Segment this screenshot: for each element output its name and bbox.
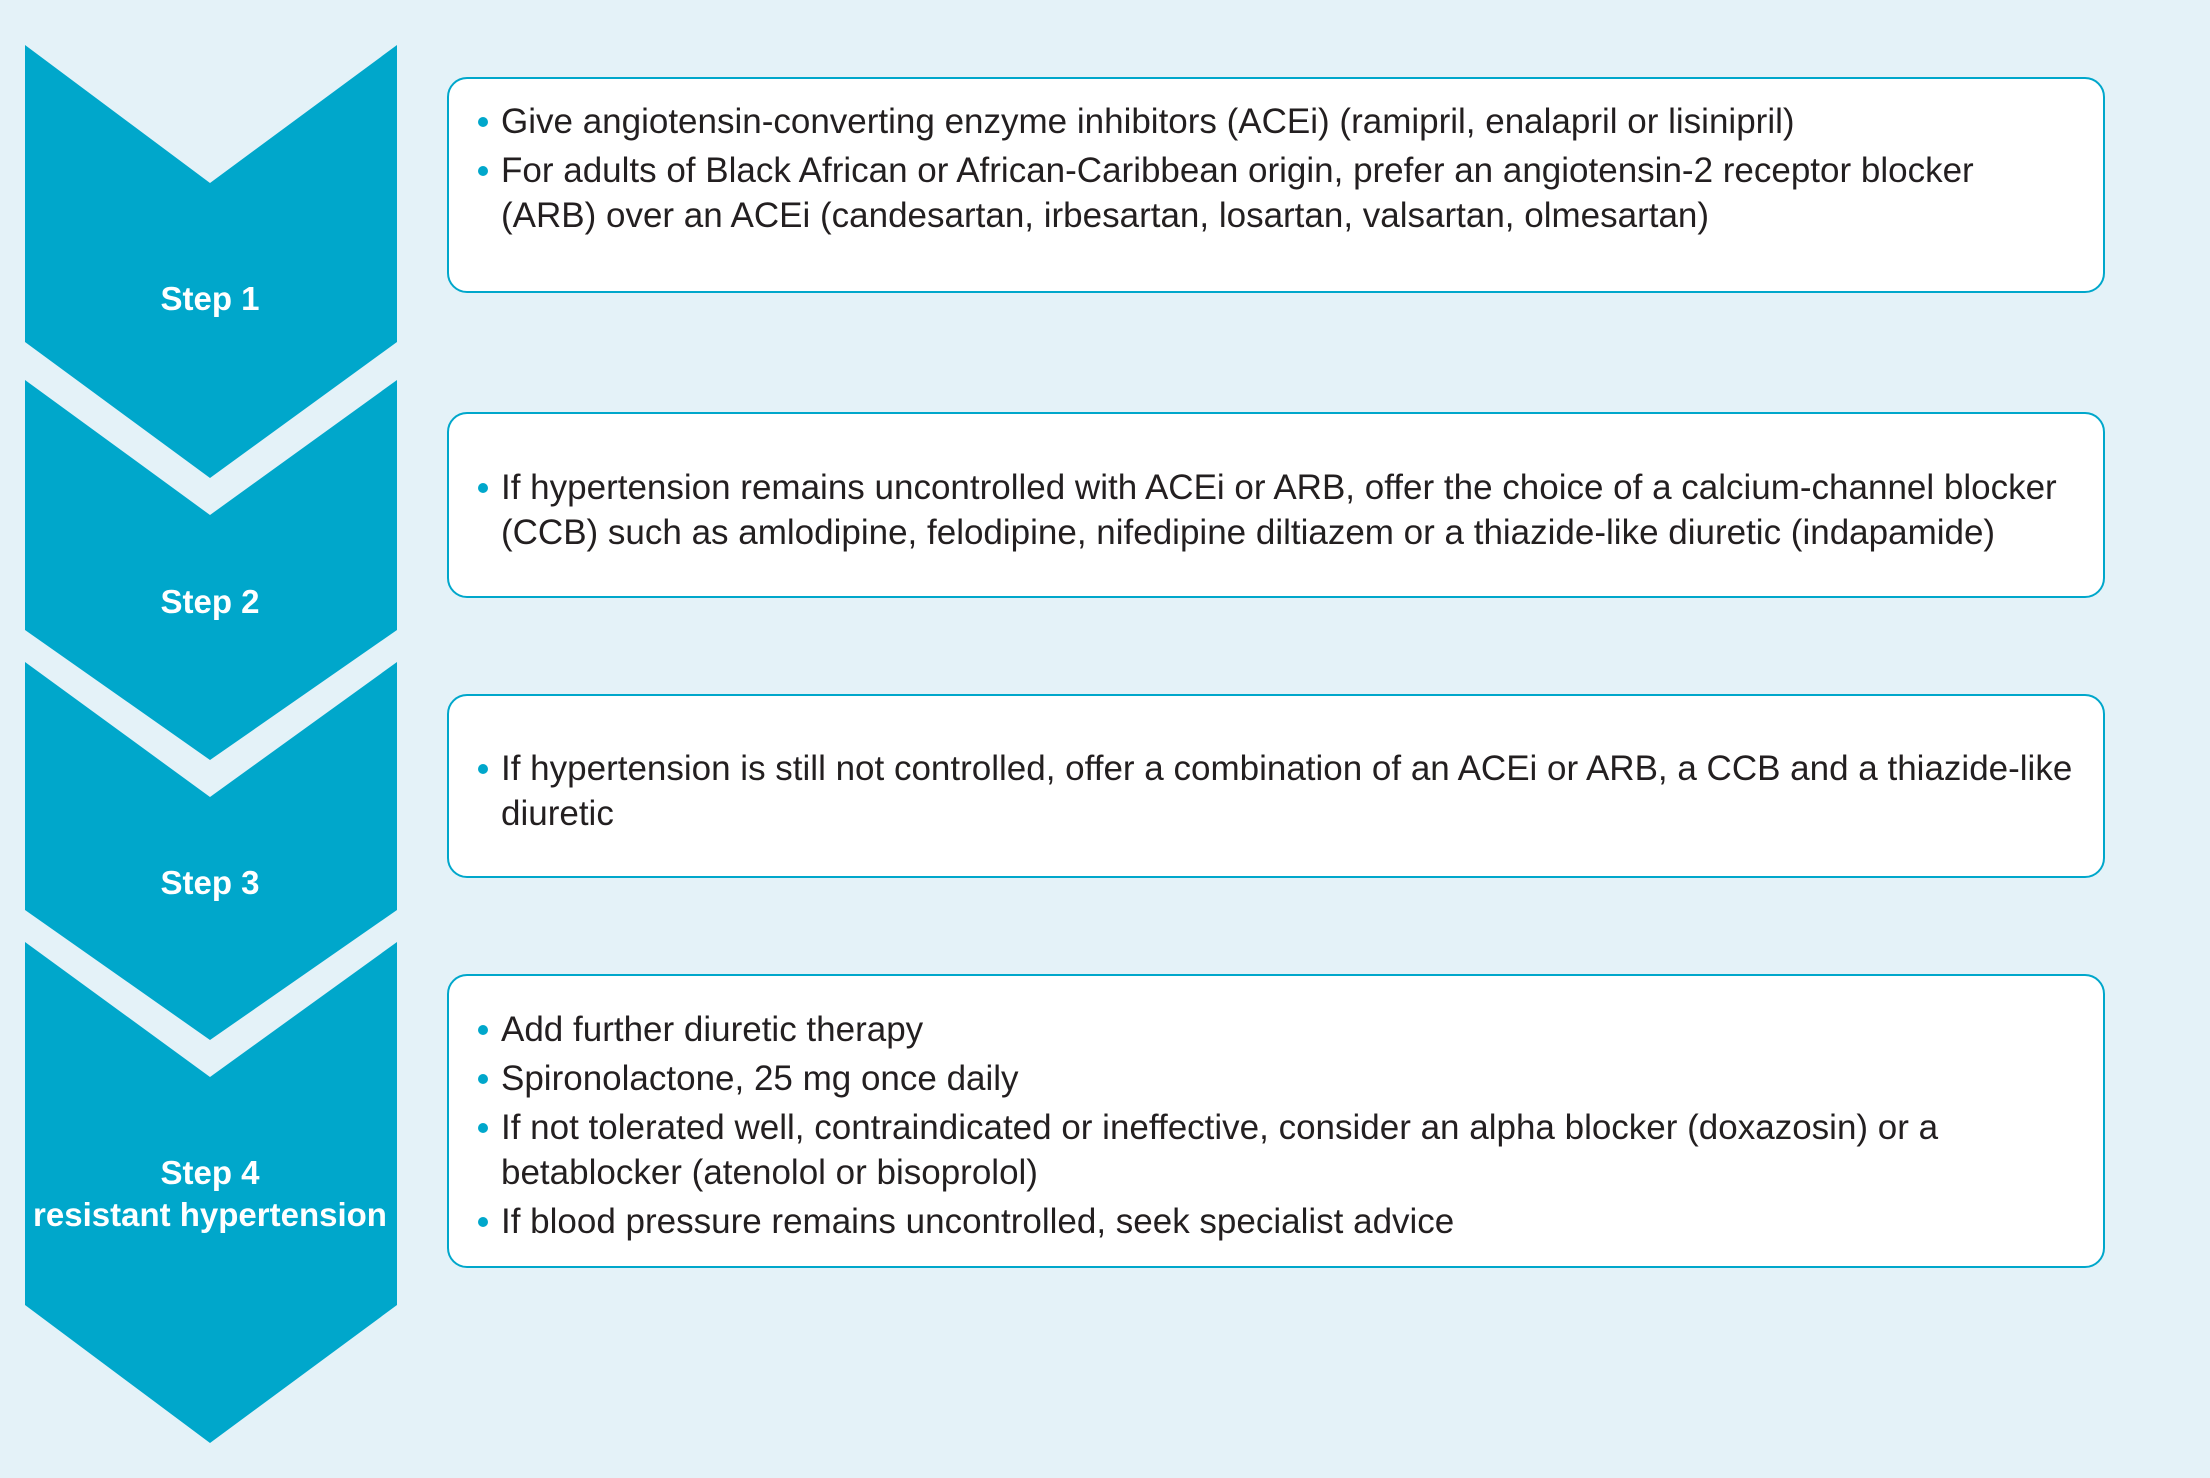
list-item: Give angiotensin-converting enzyme inhibitors (ACEi) (ramipril, enalapril or lisinipril) <box>476 99 2073 144</box>
step-4-label <box>25 1152 395 1236</box>
step-2-box <box>447 412 2105 598</box>
step-2-list <box>476 465 2073 555</box>
step-1-box <box>447 77 2105 293</box>
list-item: Add further diuretic therapy <box>476 1007 2073 1052</box>
list-item: If hypertension is still not controlled, offer a combination of an ACEi or ARB, a CCB and a thiazide-like diuretic <box>476 746 2073 836</box>
list-item: If blood pressure remains uncontrolled, seek specialist advice <box>476 1199 2073 1244</box>
step-4-subtitle: resistant hypertension <box>33 1196 387 1233</box>
list-item: If hypertension remains uncontrolled with ACEi or ARB, offer the choice of a calcium-channel blocker (CCB) such as amlodipine, felodipine, nifedipine diltiazem or a thiazide-like diuretic (indapamide) <box>476 465 2073 555</box>
list-item: If not tolerated well, contraindicated or ineffective, consider an alpha blocker (doxazosin) or a betablocker (atenolol or bisoprolol) <box>476 1105 2073 1195</box>
step-3-label <box>25 862 395 904</box>
step-1-chevron <box>25 45 397 478</box>
step-3-box <box>447 694 2105 878</box>
step-4-list <box>476 1007 2073 1244</box>
step-1-label <box>25 278 395 320</box>
step-3-list <box>476 746 2073 836</box>
step-4-title: Step 4 <box>160 1154 260 1191</box>
step-1-title: Step 1 <box>160 280 260 317</box>
step-1-list <box>476 99 2073 238</box>
step-3-title: Step 3 <box>160 864 260 901</box>
step-4-box <box>447 974 2105 1268</box>
list-item: For adults of Black African or African-Caribbean origin, prefer an angiotensin-2 receptor blocker (ARB) over an ACEi (candesartan, irbesartan, losartan, valsartan, olmesartan) <box>476 148 2073 238</box>
step-2-title: Step 2 <box>160 583 260 620</box>
list-item: Spironolactone, 25 mg once daily <box>476 1056 2073 1101</box>
step-2-label <box>25 581 395 623</box>
